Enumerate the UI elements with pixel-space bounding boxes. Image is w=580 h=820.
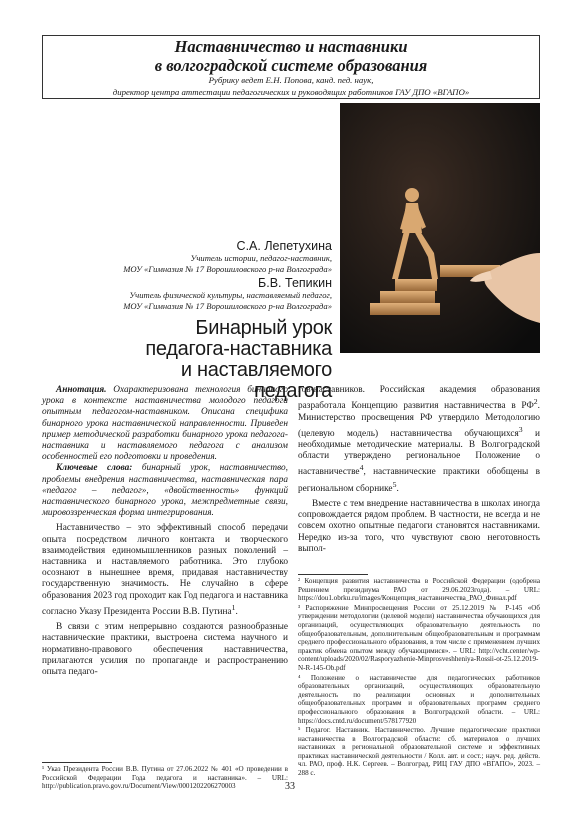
- paragraph-3: гов-наставников. Российская академия образования разработала Концепцию развития наставничества в $РФ^2$. Министерство просвещения РФ утвердило Методологию (целевую модель) наставничества обучающихся$^3$ и необходимые методические материалы. В Волгоградской области утверждено региональное Положение о наставничестве$^4$, наставнические практики обобщены в региональном сборнике$^5$.: [298, 385, 540, 494]
- abstract-label: Аннотация.: [56, 385, 107, 395]
- article-photo: [340, 103, 540, 353]
- keywords-label: Ключевые слова:: [56, 463, 133, 474]
- footnote-rule: [42, 762, 112, 763]
- right-column: [298, 385, 540, 555]
- keywords: [42, 463, 288, 519]
- article-title-line3: и наставляемого педагога: [180, 359, 332, 402]
- author-1-name: С.А. Лепетухина: [236, 239, 332, 253]
- abstract: [42, 385, 288, 463]
- author-1-role-line2: МОУ «Гимназия № 17 Ворошиловского р-на Волгограда»: [123, 263, 332, 274]
- footnote-ref-3[interactable]: 3: [518, 424, 523, 434]
- rubric-title-line2: в волгоградской системе образования: [154, 56, 428, 75]
- author-2-name: Б.В. Тепикин: [258, 276, 332, 290]
- footnote-5: ⁵ Педагог. Наставник. Наставничество. Лучшие педагогические практики наставничества в Волгоградской области: сб. материалов о лучших наставниках в региональной образовательной системе и эффективных практиках наставнической деятельности / Колл. авт. и сост.; науч. ред. действ. чл. РАО, проф. Н.К. Сергеев. – Волгоград, РИЦ ГАУ ДПО «ВГАПО», 2023. – 288 с.: [298, 726, 540, 778]
- article-title-line1: Бинарный урок: [195, 317, 332, 339]
- footnote-1: ¹ Указ Президента России В.В. Путина от 27.06.2022 № 401 «О проведении в Российской Федерации Года педагога и наставника». – URL: http://publication.pravo.gov.ru/Document/View/0001202206270003: [42, 765, 288, 791]
- page-number: 33: [285, 781, 295, 792]
- footnote-ref-1[interactable]: 1: [231, 602, 236, 612]
- rubric-title-line1: Наставничество и наставники: [174, 37, 408, 56]
- paragraph-1: Наставничество – это эффективный способ передачи опыта посредством личного контакта и творческого взаимодействия единомышленников разных поколений – наставника и наставляемого работника. Это глубоко осознают в нынешнее время, придавая наставничеству государственную значимость. Не случайно в сфере образования 2023 год проходит как Год педагога и наставника согласно Указу Президента России В.В. Путина$^1$.: [42, 523, 288, 617]
- footnote-4: ⁴ Положение о наставничестве для педагогических работников образовательных организаций, осуществляющих образовательную деятельность по реализации основных и дополнительных общеобразовательных программ и образовательных программ среднего профессионального образования в Волгоградской области. – URL: https://docs.cntd.ru/document/578177920: [298, 673, 540, 725]
- keywords-text: бинарный урок, наставничество, проблемы внедрения наставничества, наставническая пара «педагог – педагог», «двойственность» функций наставнического бинарного урока, межпредметные связи, мировоззренческая форма интегрирования.: [42, 463, 288, 519]
- rubric-editor-line1: Рубрику ведет Е.Н. Попова, канд. пед. наук,: [208, 75, 374, 85]
- abstract-text: Охарактеризована технология бинарного урока в контексте наставничества молодого педагога опытным педагогом-наставником. Описана специфика бинарного урока наставнической направленности. Приведен пример методической разработки бинарного урока педагога-наставника и наставляемого педагога с анализом особенностей его подготовки и проведения.: [42, 385, 288, 463]
- author-1-role-line1: Учитель истории, педагог-наставник,: [190, 253, 332, 263]
- footnote-2: ² Концепция развития наставничества в Российской Федерации (одобрена Решением президиума РАО от 29.06.2023года). – URL: https://dou1.obrku.ru/images/Концепция_наставничества_РАО_Финал.pdf: [298, 577, 540, 603]
- left-column: [42, 385, 288, 678]
- author-2: [123, 276, 332, 311]
- paragraph-2: В связи с этим непрерывно создаются разнообразные наставнические практики, выстроена система научного и нормативно-правового обеспечения наставничества, прилагаются усилия по пропаганде и распространению опыта педаго-: [42, 622, 288, 677]
- rubric-editor-line2: директор центра аттестации педагогических и руководящих работников ГАУ ДПО «ВГАПО»: [112, 86, 470, 97]
- author-2-role-line1: Учитель физической культуры, наставляемый педагог,: [129, 290, 332, 300]
- footnote-rule: [298, 574, 368, 575]
- footnote-ref-4[interactable]: 4: [359, 463, 364, 473]
- footnote-ref-2[interactable]: 2: [533, 397, 538, 407]
- footnote-ref-5[interactable]: 5: [392, 479, 397, 489]
- author-1: [123, 239, 332, 274]
- footnote-3: ³ Распоряжение Минпросвещения России от 25.12.2019 № Р-145 «Об утверждении методологии (целевой модели) наставничества обучающихся для организаций, осуществляющих образовательную деятельность по общеобразовательным, дополнительным общеобразовательным и программам среднего профессионального образования, в том числе с применением лучших практик обмена опытом между обучающимися». – URL: http://vcht.center/wp-content/uploads/2020/02/Rasporyazhenie-Minprosveshheniya-Rossii-ot-25.12.2019-N-R-145-Ob.pdf: [298, 603, 540, 672]
- rubric-header: [42, 35, 540, 99]
- article-title-line2: педагога-наставника: [145, 338, 332, 360]
- footnotes-right: [298, 574, 540, 779]
- paragraph-4: Вместе с тем внедрение наставничества в школах иногда сопровождается рядом проблем. В частности, не всегда и не совсем охотно опытные педагоги становятся наставниками. Нередко из-за того, что чувствуют свою неготовность выпол-: [298, 499, 540, 554]
- author-2-role-line2: МОУ «Гимназия № 17 Ворошиловского р-на Волгограда»: [123, 300, 332, 311]
